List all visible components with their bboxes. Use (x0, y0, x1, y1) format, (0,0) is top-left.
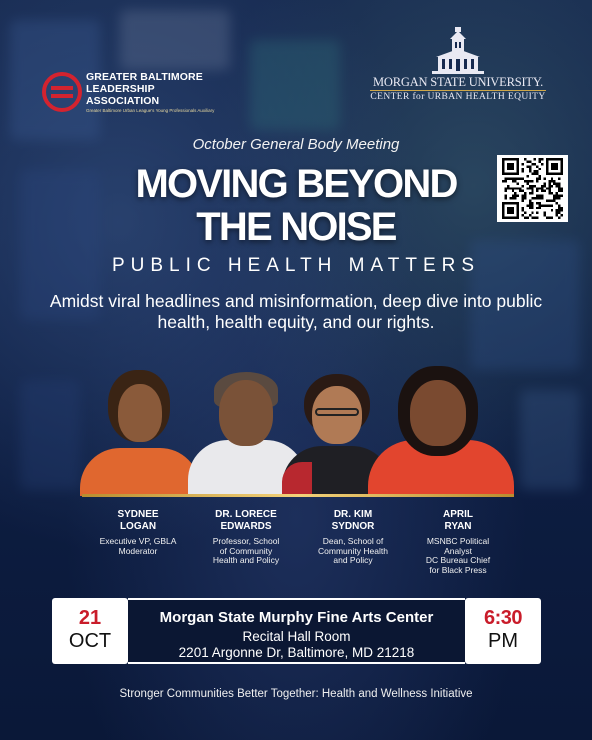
speaker-name: SYDNEE (117, 509, 159, 520)
speaker-card (393, 509, 523, 575)
speaker-name: APRIL (443, 509, 473, 520)
speaker-role: Dean, School of Community Health and Policy (318, 536, 388, 565)
event-ampm: PM (488, 630, 518, 652)
gbla-tagline: Greater Baltimore Urban League's Young Professionals Auxiliary (86, 108, 215, 113)
msu-logo (366, 25, 550, 109)
building-icon (428, 25, 488, 75)
title-line1: MOVING BEYOND (135, 162, 457, 206)
venue-box (128, 598, 465, 664)
speaker-name: DR. LORECE (215, 509, 277, 520)
background-blur (250, 40, 340, 130)
speaker-name: DR. KIM (333, 509, 373, 520)
event-time: 6:30 (483, 607, 523, 629)
subtitle: PUBLIC HEALTH MATTERS (111, 255, 481, 276)
speaker-photo (368, 362, 514, 496)
time-box (465, 598, 541, 664)
speaker-role: Professor, School of Community Health and Policy (212, 536, 280, 565)
venue-room: Recital Hall Room (242, 629, 351, 644)
footer-text: Stronger Communities Better Together: Health and Wellness Initiative (119, 688, 473, 700)
background-blur (120, 10, 230, 70)
gbla-logo (42, 70, 217, 114)
speaker-role: Executive VP, GBLA Moderator (99, 536, 177, 556)
venue-name: Morgan State Murphy Fine Arts Center (159, 609, 434, 626)
gbla-name-line1: GREATER BALTIMORE (86, 71, 203, 83)
speaker-name: SYDNOR (331, 521, 375, 532)
msu-name: MORGAN STATE UNIVERSITY. (372, 75, 544, 89)
speaker-role: MSNBC Political Analyst DC Bureau Chief for Black Press (425, 536, 491, 575)
date-box (52, 598, 128, 664)
meeting-label: October General Body Meeting (192, 136, 400, 153)
venue-address: 2201 Argonne Dr, Baltimore, MD 21218 (178, 645, 415, 660)
speaker-name: RYAN (444, 521, 472, 532)
divider (370, 90, 546, 91)
speaker-name: LOGAN (119, 521, 157, 532)
gold-divider (82, 494, 514, 497)
event-day: 21 (78, 607, 102, 629)
speaker-photos (0, 362, 592, 496)
speaker-name: EDWARDS (220, 521, 272, 532)
title-line2: THE NOISE (196, 205, 396, 249)
event-description: Amidst viral headlines and misinformation, deep dive into public health, health equity, and our rights. (49, 291, 543, 332)
gbla-name-line2: LEADERSHIP ASSOCIATION (86, 83, 160, 107)
gbla-logo-icon (42, 72, 82, 112)
msu-center-name: CENTER for URBAN HEALTH EQUITY (370, 92, 546, 102)
event-month: OCT (68, 630, 112, 652)
